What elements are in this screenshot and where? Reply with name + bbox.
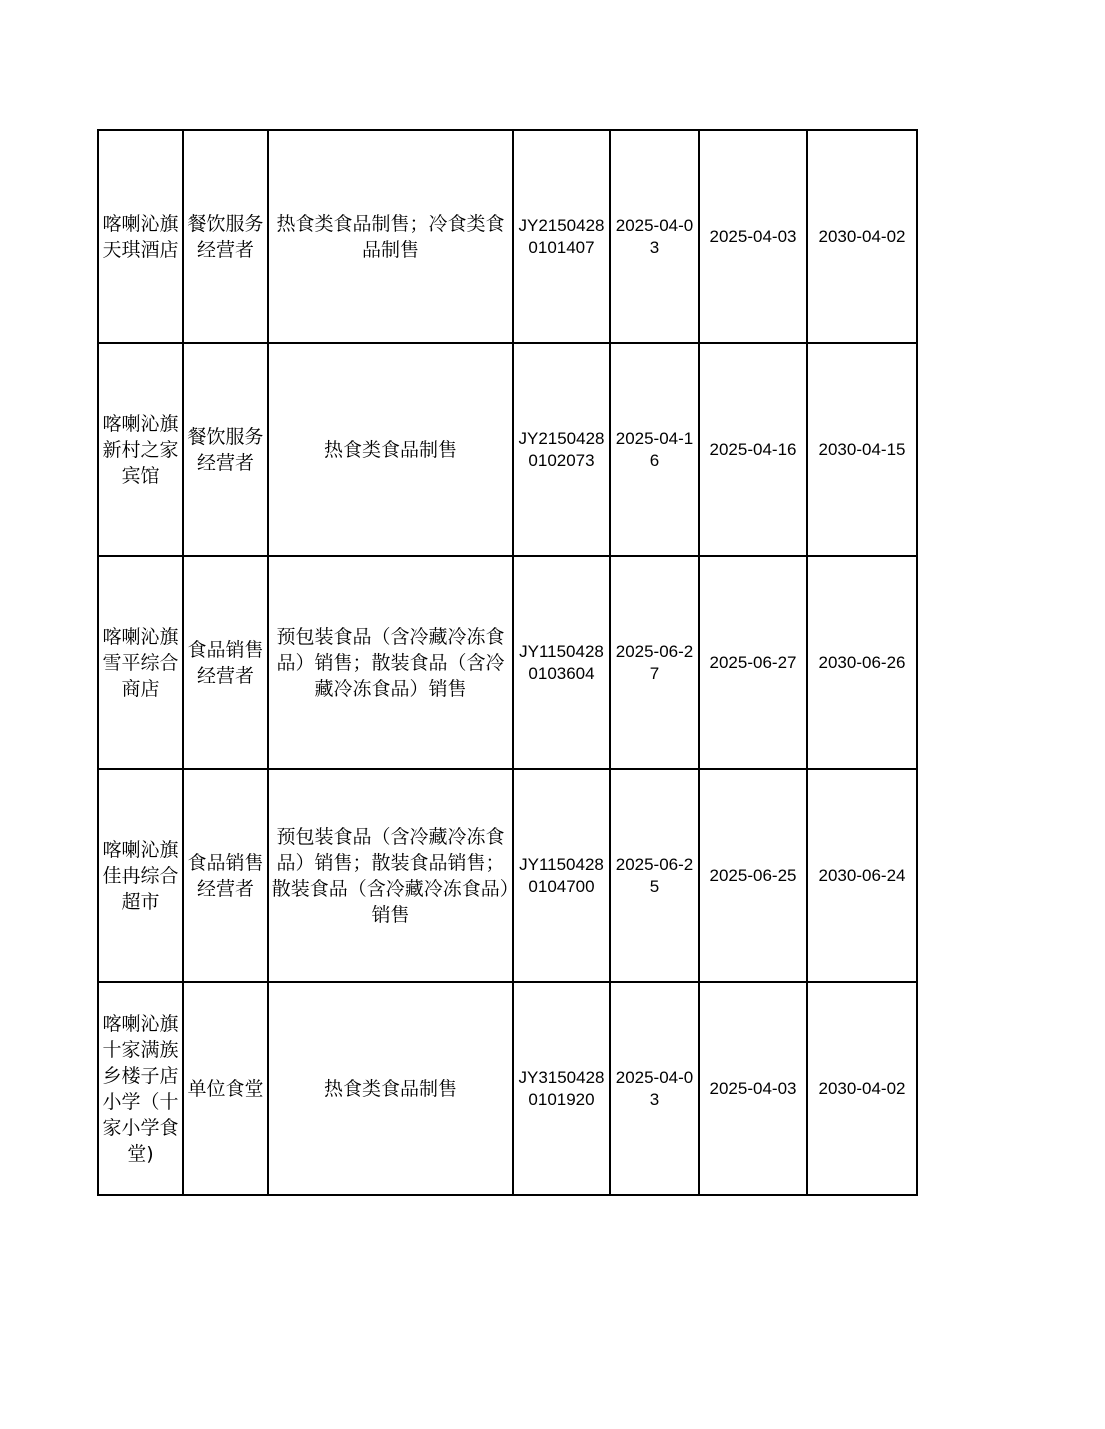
valid-to-cell: 2030-04-02 bbox=[807, 130, 917, 343]
license-number-cell: JY21504280101407 bbox=[513, 130, 610, 343]
operator-type-cell: 食品销售经营者 bbox=[183, 769, 268, 982]
table-row bbox=[98, 982, 917, 1195]
business-scope-cell: 热食类食品制售；冷食类食品制售 bbox=[268, 130, 513, 343]
license-number-cell: JY11504280103604 bbox=[513, 556, 610, 769]
business-scope-cell: 热食类食品制售 bbox=[268, 343, 513, 556]
business-name-cell: 喀喇沁旗十家满族乡楼子店小学（十家小学食堂) bbox=[98, 982, 183, 1195]
table-row bbox=[98, 343, 917, 556]
business-name-cell: 喀喇沁旗新村之家宾馆 bbox=[98, 343, 183, 556]
table-row bbox=[98, 769, 917, 982]
issue-date-cell: 2025-06-25 bbox=[610, 769, 699, 982]
operator-type-cell: 餐饮服务经营者 bbox=[183, 343, 268, 556]
issue-date-cell: 2025-06-27 bbox=[610, 556, 699, 769]
issue-date-cell: 2025-04-16 bbox=[610, 343, 699, 556]
business-scope-cell: 热食类食品制售 bbox=[268, 982, 513, 1195]
business-scope-cell: 预包装食品（含冷藏冷冻食品）销售；散装食品（含冷藏冷冻食品）销售 bbox=[268, 556, 513, 769]
valid-from-cell: 2025-06-25 bbox=[699, 769, 807, 982]
license-number-cell: JY11504280104700 bbox=[513, 769, 610, 982]
valid-from-cell: 2025-04-03 bbox=[699, 130, 807, 343]
valid-from-cell: 2025-04-16 bbox=[699, 343, 807, 556]
license-number-cell: JY21504280102073 bbox=[513, 343, 610, 556]
valid-to-cell: 2030-06-24 bbox=[807, 769, 917, 982]
business-name-cell: 喀喇沁旗佳冉综合超市 bbox=[98, 769, 183, 982]
license-table bbox=[97, 129, 918, 1196]
operator-type-cell: 单位食堂 bbox=[183, 982, 268, 1195]
operator-type-cell: 餐饮服务经营者 bbox=[183, 130, 268, 343]
valid-from-cell: 2025-06-27 bbox=[699, 556, 807, 769]
table-row bbox=[98, 130, 917, 343]
valid-to-cell: 2030-04-15 bbox=[807, 343, 917, 556]
valid-to-cell: 2030-04-02 bbox=[807, 982, 917, 1195]
business-name-cell: 喀喇沁旗天琪酒店 bbox=[98, 130, 183, 343]
valid-to-cell: 2030-06-26 bbox=[807, 556, 917, 769]
business-scope-cell: 预包装食品（含冷藏冷冻食品）销售；散装食品销售；散装食品（含冷藏冷冻食品）销售 bbox=[268, 769, 513, 982]
table-row bbox=[98, 556, 917, 769]
issue-date-cell: 2025-04-03 bbox=[610, 982, 699, 1195]
license-number-cell: JY31504280101920 bbox=[513, 982, 610, 1195]
operator-type-cell: 食品销售经营者 bbox=[183, 556, 268, 769]
valid-from-cell: 2025-04-03 bbox=[699, 982, 807, 1195]
business-name-cell: 喀喇沁旗雪平综合商店 bbox=[98, 556, 183, 769]
issue-date-cell: 2025-04-03 bbox=[610, 130, 699, 343]
